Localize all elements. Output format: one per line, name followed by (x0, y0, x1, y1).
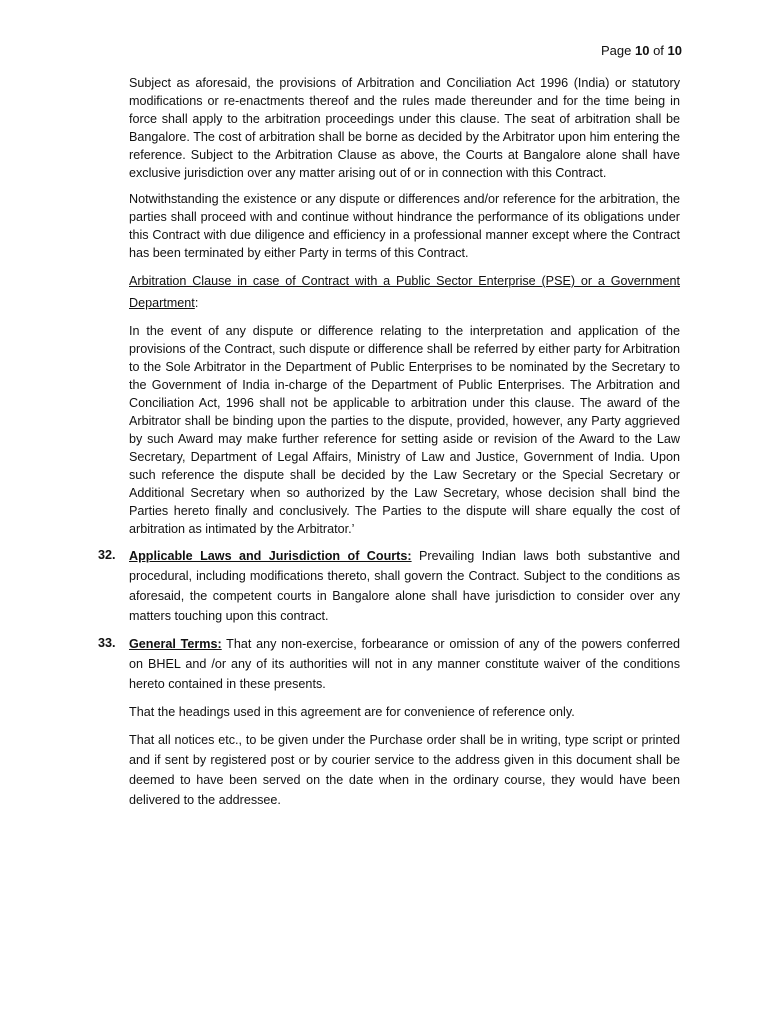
clause-number: 32. (98, 548, 116, 562)
page-number-prefix: Page (601, 43, 635, 58)
clause-text (129, 546, 680, 626)
page-number-total: 10 (667, 43, 682, 58)
psu-arbitration-heading (129, 270, 680, 314)
clause-paragraph-headings: That the headings used in this agreement are for convenience of reference only. (129, 705, 575, 719)
clause-body: That any non-exercise, forbearance or omission of any of the powers conferred on BHEL and /or any of its authorities will not in any manner constitute waiver of the conditions hereto contained in these presents. (129, 637, 680, 691)
clause-number: 33. (98, 636, 116, 650)
clause-32 (98, 546, 681, 626)
page-number-current: 10 (634, 43, 650, 58)
paragraph-psu-arbitration: In the event of any dispute or difference relating to the interpretation and application of the provisions of the Contract, such dispute or difference shall be referred by either party for Arbitration to the Sole Arbitrator in the Department of Public Enterprises to be nominated by the Secretary to the Government of India in-charge of the Department of Public Enterprises. The Arbitration and Conciliation Act, 1996 shall not be applicable to arbitration under this clause. The award of the Arbitrator shall be binding upon the parties to the dispute, provided, however, any Party aggrieved by such Award may make further reference for setting aside or revision of the Award to the Law Secretary, Department of Legal Affairs, Ministry of Law and Justice, Government of India. Upon such reference the dispute shall be decided by the Law Secretary or the Special Secretary or Additional Secretary when so authorized by the Law Secretary, whose decision shall bind the Parties hereto finally and conclusively. The Parties to the dispute will share equally the cost of arbitration as intimated by the Arbitrator.’ (129, 324, 680, 536)
clause-title: General Terms: (129, 637, 222, 651)
paragraph-arbitration-seat: Subject as aforesaid, the provisions of Arbitration and Conciliation Act 1996 (India) or statutory modifications or re-enactments thereof and the rules made thereunder and for the time being in force shall apply to the arbitration proceedings under this clause. The seat of arbitration shall be Bangalore. The cost of arbitration shall be borne as decided by the Arbitrator upon him entering the reference. Subject to the Arbitration Clause as above, the Courts at Bangalore alone shall have exclusive jurisdiction over any matter arising out of or in connection with this Contract. (129, 76, 680, 180)
clause-title: Applicable Laws and Jurisdiction of Courts: (129, 549, 412, 563)
paragraph-continuation-of-performance: Notwithstanding the existence or any dispute or differences and/or reference for the arbitration, the parties shall proceed with and continue without hindrance the performance of its obligations under this Contract with due diligence and efficiency in a professional manner except where the Contract has been terminated by either Party in terms of this Contract. (129, 192, 680, 260)
psu-arbitration-heading-colon: : (194, 296, 199, 310)
clause-text (129, 634, 680, 694)
document-body (98, 74, 681, 818)
psu-arbitration-heading-text: Arbitration Clause in case of Contract with a Public Sector Enterprise (PSE) or a Government Department (129, 274, 680, 310)
clause-paragraph-notices: That all notices etc., to be given under the Purchase order shall be in writing, type script or printed and if sent by registered post or by courier service to the address given in this document shall be deemed to have been served on the date when in the ordinary course, they would have been delivered to the addressee. (129, 733, 680, 807)
clause-body: Prevailing Indian laws both substantive and procedural, including modifications thereto, shall govern the Contract. Subject to the conditions as aforesaid, the competent courts in Bangalore alone shall have jurisdiction to consider over any matters touching upon this contract. (129, 549, 681, 623)
page-number (601, 43, 682, 59)
page-number-of: of (649, 43, 668, 58)
clause-33 (98, 634, 680, 810)
